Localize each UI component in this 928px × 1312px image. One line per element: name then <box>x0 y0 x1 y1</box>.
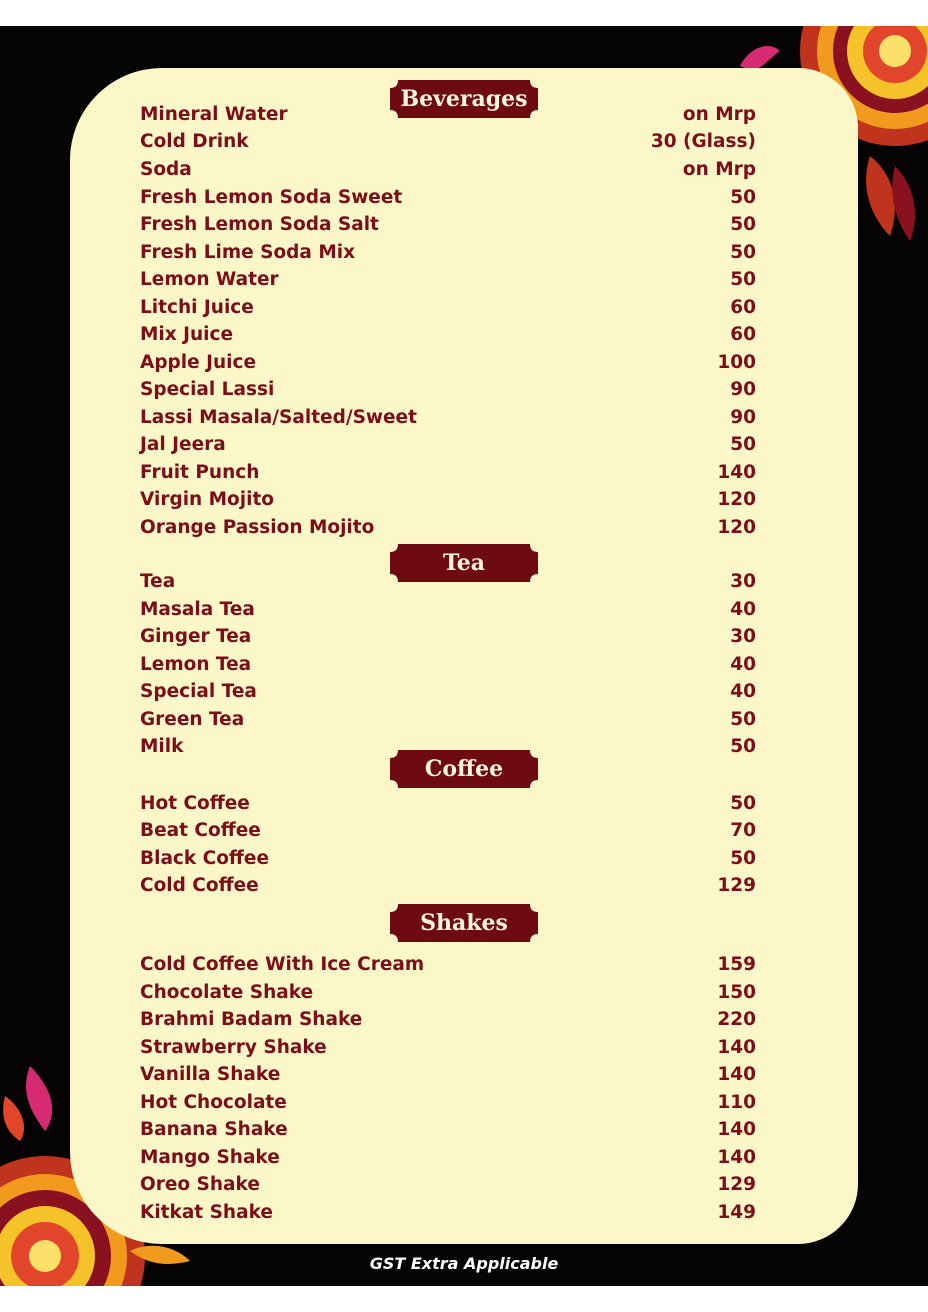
menu-item-name: Special Tea <box>140 681 257 702</box>
menu-item <box>140 404 756 431</box>
menu-item-price: 140 <box>717 1037 756 1058</box>
menu-item <box>140 376 756 403</box>
menu-item-name: Milk <box>140 736 184 757</box>
menu-item-name: Fresh Lemon Soda Sweet <box>140 187 403 208</box>
menu-item <box>140 1061 756 1088</box>
menu-item-price: 129 <box>717 1174 756 1195</box>
menu-item-name: Chocolate Shake <box>140 982 314 1003</box>
menu-item-price: 140 <box>717 1147 756 1168</box>
menu-item-name: Brahmi Badam Shake <box>140 1009 363 1030</box>
menu-item-name: Kitkat Shake <box>140 1202 273 1223</box>
menu-item-price: 50 <box>730 434 756 455</box>
menu-item <box>140 1006 756 1033</box>
menu-item-name: Oreo Shake <box>140 1174 260 1195</box>
menu-item-name: Black Coffee <box>140 848 270 869</box>
gst-note: GST Extra Applicable <box>369 1254 559 1273</box>
menu-item-price: 70 <box>730 820 756 841</box>
menu-item <box>140 1116 756 1143</box>
menu-item-name: Masala Tea <box>140 599 255 620</box>
section-title-coffee <box>390 750 538 788</box>
menu-item-name: Jal Jeera <box>140 434 226 455</box>
menu-item-name: Hot Coffee <box>140 793 250 814</box>
menu-item <box>140 431 756 458</box>
menu-item-price: 150 <box>717 982 756 1003</box>
menu-item <box>140 128 756 155</box>
menu-item-price: 110 <box>717 1092 756 1113</box>
menu-item <box>140 1034 756 1061</box>
menu-item-price: 100 <box>717 352 756 373</box>
menu-item <box>140 678 756 705</box>
menu-item-name: Lemon Water <box>140 269 279 290</box>
menu-item-price: 50 <box>730 242 756 263</box>
menu-item-name: Green Tea <box>140 709 245 730</box>
menu-item <box>140 294 756 321</box>
menu-item-name: Lassi Masala/Salted/Sweet <box>140 407 417 428</box>
menu-item-name: Hot Chocolate <box>140 1092 287 1113</box>
menu-item-name: Fresh Lemon Soda Salt <box>140 214 379 235</box>
menu-item-price: 140 <box>717 1064 756 1085</box>
menu-item-price: 129 <box>717 875 756 896</box>
menu-item-name: Cold Drink <box>140 131 249 152</box>
menu-item <box>140 951 756 978</box>
menu-item <box>140 568 756 595</box>
menu-item-price: 50 <box>730 269 756 290</box>
menu-item <box>140 486 756 513</box>
menu-item <box>140 184 756 211</box>
menu-item <box>140 459 756 486</box>
menu-item <box>140 156 756 183</box>
menu-item-price: 50 <box>730 214 756 235</box>
menu-item-price: 149 <box>717 1202 756 1223</box>
menu-item-name: Vanilla Shake <box>140 1064 281 1085</box>
menu-item <box>140 266 756 293</box>
menu-item <box>140 321 756 348</box>
menu-item <box>140 623 756 650</box>
menu-item <box>140 1199 756 1226</box>
menu-item-price: 50 <box>730 187 756 208</box>
menu-item-name: Fruit Punch <box>140 462 260 483</box>
menu-item-price: 50 <box>730 793 756 814</box>
menu-item-price: 50 <box>730 709 756 730</box>
menu-item-price: 30 <box>730 626 756 647</box>
menu-item-price: 30 (Glass) <box>650 131 756 152</box>
menu-item-name: Ginger Tea <box>140 626 252 647</box>
menu-item <box>140 239 756 266</box>
menu-item <box>140 706 756 733</box>
menu-item-price: 50 <box>730 848 756 869</box>
menu-item-price: 120 <box>717 489 756 510</box>
menu-item <box>140 790 756 817</box>
menu-item <box>140 1089 756 1116</box>
menu-item-name: Orange Passion Mojito <box>140 517 375 538</box>
menu-item <box>140 596 756 623</box>
menu-item-name: Litchi Juice <box>140 297 254 318</box>
menu-item-name: Strawberry Shake <box>140 1037 327 1058</box>
menu-item-price: 159 <box>717 954 756 975</box>
menu-item-price: 50 <box>730 736 756 757</box>
menu-item-price: 90 <box>730 379 756 400</box>
menu-item-price: 60 <box>730 324 756 345</box>
menu-item-price: 40 <box>730 599 756 620</box>
menu-item-price: 30 <box>730 571 756 592</box>
menu-item-name: Soda <box>140 159 192 180</box>
menu-item-name: Banana Shake <box>140 1119 288 1140</box>
menu-item-name: Apple Juice <box>140 352 257 373</box>
menu-item-name: Fresh Lime Soda Mix <box>140 242 356 263</box>
menu-item <box>140 211 756 238</box>
section-title-text: Coffee <box>424 756 504 782</box>
menu-item-name: Mango Shake <box>140 1147 280 1168</box>
menu-item-price: 140 <box>717 1119 756 1140</box>
menu-item <box>140 1144 756 1171</box>
menu-item-price: 220 <box>717 1009 756 1030</box>
section-title-text: Shakes <box>420 910 508 936</box>
menu-item-name: Beat Coffee <box>140 820 261 841</box>
section-title-text: Tea <box>442 550 486 576</box>
menu-item-name: Special Lassi <box>140 379 275 400</box>
menu-item <box>140 349 756 376</box>
menu-item-price: on Mrp <box>682 159 756 180</box>
menu-item <box>140 651 756 678</box>
menu-item <box>140 845 756 872</box>
menu-item <box>140 872 756 899</box>
menu-item-name: Tea <box>140 571 176 592</box>
menu-item-price: on Mrp <box>682 104 756 125</box>
section-title-text: Beverages <box>400 86 528 112</box>
menu-item-name: Mix Juice <box>140 324 234 345</box>
menu-item-price: 120 <box>717 517 756 538</box>
menu-item-name: Cold Coffee With Ice Cream <box>140 954 425 975</box>
menu-item <box>140 1171 756 1198</box>
menu-item-price: 140 <box>717 462 756 483</box>
section-title-shakes <box>390 904 538 942</box>
menu-item <box>140 514 756 541</box>
menu-item-name: Cold Coffee <box>140 875 259 896</box>
menu-item <box>140 101 756 128</box>
menu-item-price: 90 <box>730 407 756 428</box>
menu-item <box>140 817 756 844</box>
menu-item-name: Virgin Mojito <box>140 489 275 510</box>
menu-item-price: 60 <box>730 297 756 318</box>
menu-item-name: Lemon Tea <box>140 654 252 675</box>
menu-item <box>140 979 756 1006</box>
menu-item-price: 40 <box>730 681 756 702</box>
menu-item-price: 40 <box>730 654 756 675</box>
menu-item-name: Mineral Water <box>140 104 288 125</box>
